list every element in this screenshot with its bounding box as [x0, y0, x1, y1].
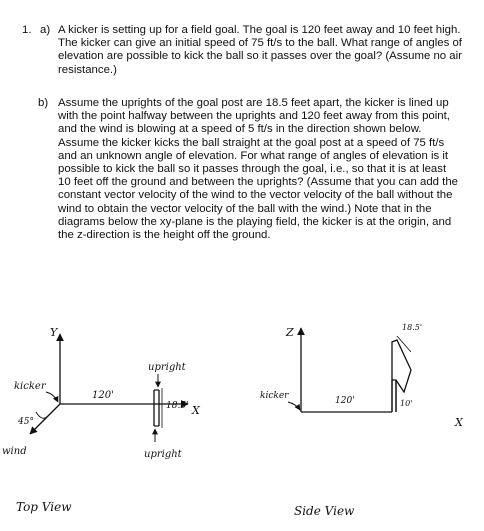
side-width-label: 18.5': [402, 323, 423, 332]
top-kicker-pointer: [46, 392, 58, 402]
top-y-axis-label: Y: [50, 326, 58, 339]
side-x-axis-label: X: [455, 416, 463, 429]
wind-angle-arc: [36, 412, 48, 418]
top-x-axis-label: X: [192, 404, 200, 417]
side-uprights: [392, 340, 411, 392]
side-view-caption: Side View: [294, 504, 355, 518]
top-kicker-label: kicker: [14, 381, 46, 392]
side-z-axis-label: Z: [286, 326, 294, 339]
top-upright-bottom-label: upright: [144, 449, 182, 460]
part-a-label: a): [40, 24, 51, 36]
diagrams: [0, 300, 484, 531]
top-view-caption: Top View: [16, 500, 72, 514]
part-b-label: b): [38, 97, 49, 109]
top-view-diagram: [2, 326, 201, 514]
top-width-label: 18.5': [166, 401, 189, 411]
top-upright-top-label: upright: [148, 362, 186, 373]
top-distance-label: 120': [92, 390, 114, 401]
side-distance-label: 120': [335, 396, 355, 406]
problem-number: 1.: [22, 24, 32, 36]
side-height-label: 10': [400, 399, 413, 408]
part-a-text: A kicker is setting up for a field goal. The goal is 120 feet away and 10 feet high. The kicker can give an initial speed of 75 ft/s to the ball. What range of angles of elevation are possible to kick the ball so it passes over the goal? (Assume no air resistance.): [58, 24, 462, 76]
side-view-diagram: [260, 323, 464, 518]
wind-angle-label: 45°: [18, 417, 34, 427]
part-b-text: Assume the uprights of the goal post are 18.5 feet apart, the kicker is lined up with the point halfway between the uprights and 120 feet away from this point, and the wind is blowing at a speed of 5 ft/s in the direction shown below. Assume the kicker kicks the ball straight at the goal post at a speed of 75 ft/s and an unknown angle of elevation. For what range of angles of elevation is it possible to kick the ball so it passes through the goal, i.e., so that it is at least 10 feet off the ground and between the uprights? (Assume that you can add the constant vector velocity of the wind to the vector velocity of the ball without the wind to obtain the vector velocity of the ball with the wind.) Note that in the diagrams below the xy-plane is the playing field, the kicker is at the origin, and the z-direction is the height off the ground.: [58, 97, 459, 242]
wind-label: wind: [2, 446, 27, 457]
side-kicker-label: kicker: [260, 391, 289, 401]
side-kicker-pointer: [288, 402, 300, 410]
wind-vector: [30, 404, 60, 434]
